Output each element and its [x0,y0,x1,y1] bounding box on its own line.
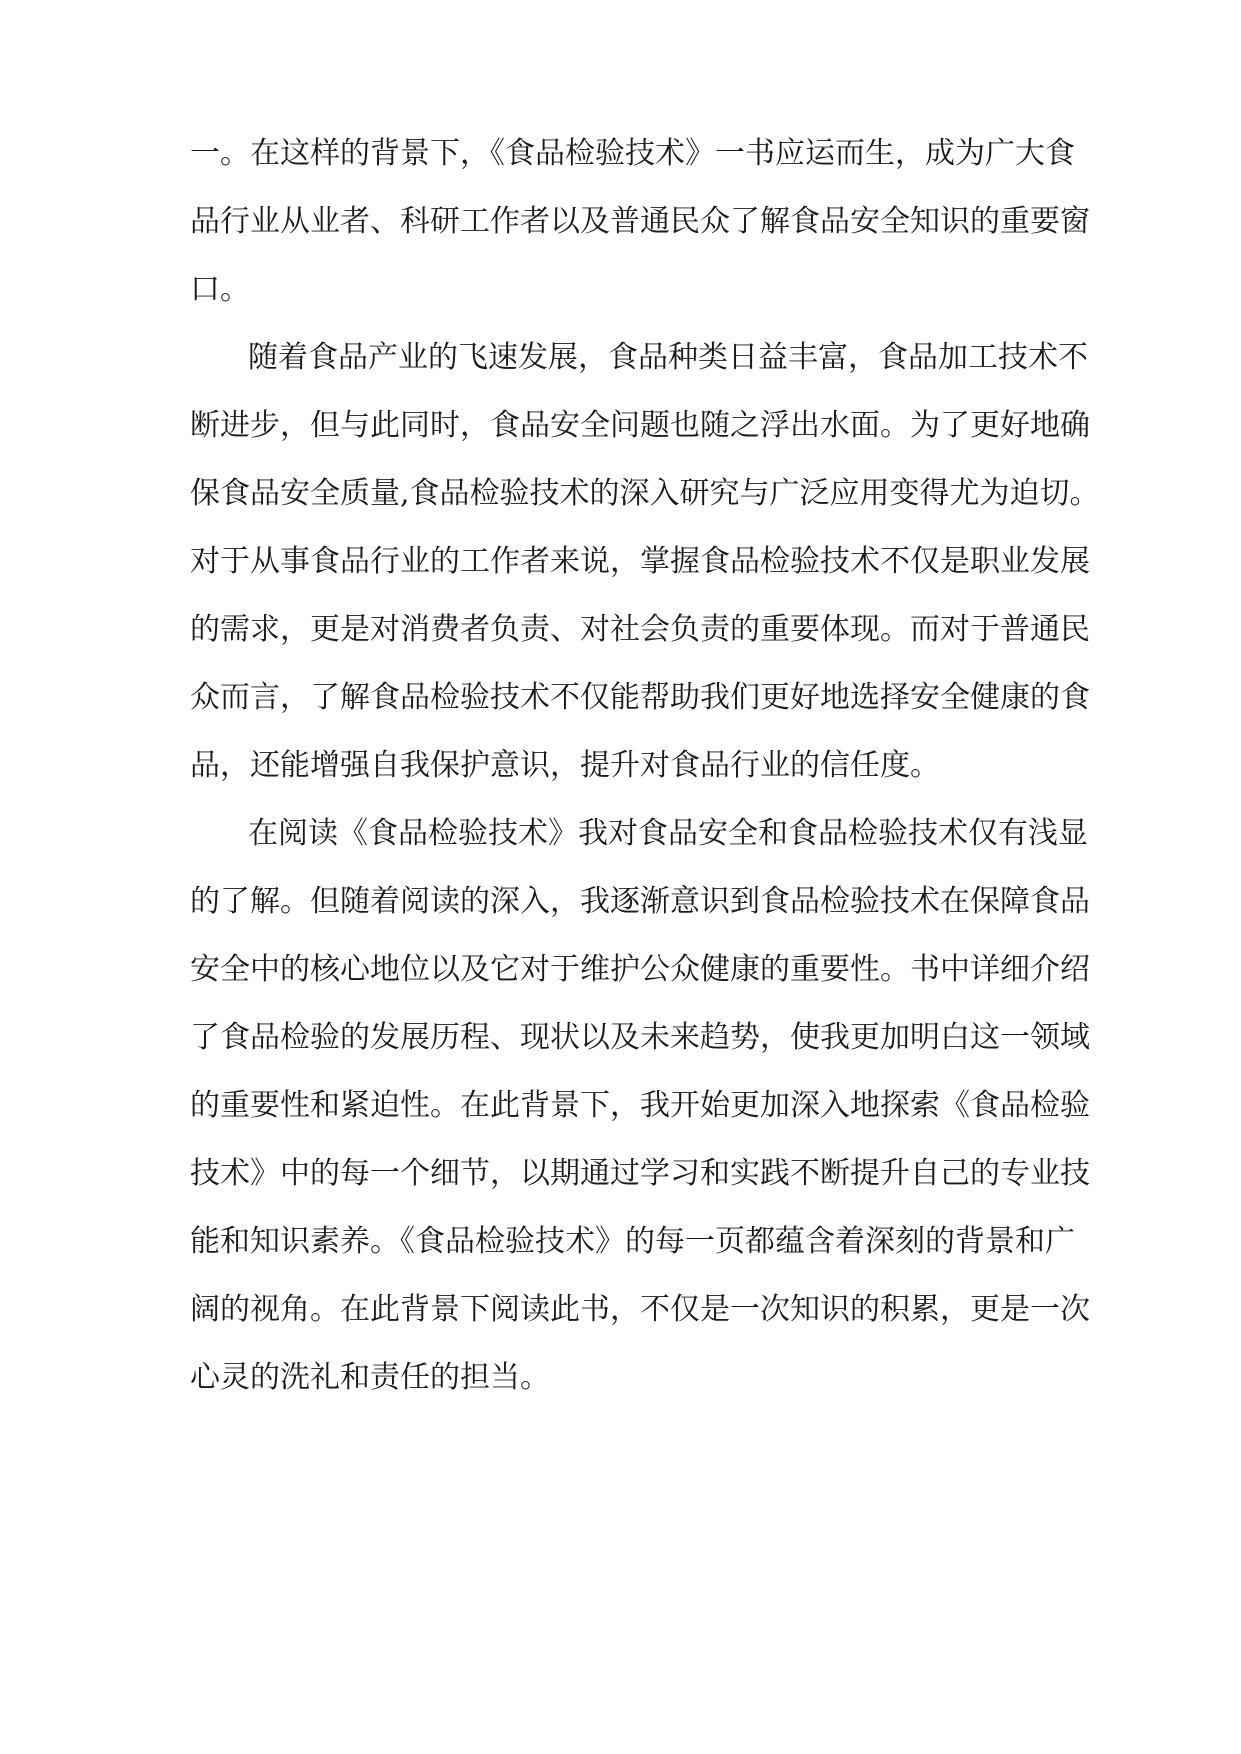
paragraph-2-line-6: 众而言，了解食品检验技术不仅能帮助我们更好地选择安全健康的食 [190,680,1090,715]
paragraph-2-line-1: 随着食品产业的飞速发展，食品种类日益丰富，食品加工技术不 [248,340,1088,375]
paragraph-3-line-4: 了食品检验的发展历程、现状以及未来趋势，使我更加明白这一领域 [190,1020,1090,1055]
paragraph-3-line-3: 安全中的核心地位以及它对于维护公众健康的重要性。书中详细介绍 [190,952,1090,987]
paragraph-3-line-7: 能和知识素养。《食品检验技术》的每一页都蕴含着深刻的背景和广 [190,1224,1075,1259]
paragraph-1-line-2: 品行业从业者、科研工作者以及普通民众了解食品安全知识的重要窗 [190,204,1090,239]
paragraph-2-line-3: 保食品安全质量,食品检验技术的深入研究与广泛应用变得尤为迫切。 [190,476,1100,511]
paragraph-2-line-4: 对于从事食品行业的工作者来说，掌握食品检验技术不仅是职业发展 [190,544,1090,579]
paragraph-3-line-5: 的重要性和紧迫性。在此背景下，我开始更加深入地探索《食品检验 [190,1088,1090,1123]
paragraph-3-line-8: 阔的视角。在此背景下阅读此书，不仅是一次知识的积累，更是一次 [190,1292,1090,1327]
paragraph-3-line-2: 的了解。但随着阅读的深入，我逐渐意识到食品检验技术在保障食品 [190,884,1090,919]
paragraph-2-line-7: 品，还能增强自我保护意识，提升对食品行业的信任度。 [190,748,940,783]
paragraph-3-line-1: 在阅读《食品检验技术》我对食品安全和食品检验技术仅有浅显 [248,816,1088,851]
paragraph-1-line-1: 一。在这样的背景下，《食品检验技术》一书应运而生，成为广大食 [190,136,1075,171]
paragraph-3-line-6: 技术》中的每一个细节，以期通过学习和实践不断提升自己的专业技 [190,1156,1090,1191]
paragraph-1-line-3: 口。 [190,272,250,307]
paragraph-2-line-5: 的需求，更是对消费者负责、对社会负责的重要体现。而对于普通民 [190,612,1090,647]
paragraph-2-line-2: 断进步，但与此同时，食品安全问题也随之浮出水面。为了更好地确 [190,408,1090,443]
paragraph-3-line-9: 心灵的洗礼和责任的担当。 [190,1360,550,1395]
